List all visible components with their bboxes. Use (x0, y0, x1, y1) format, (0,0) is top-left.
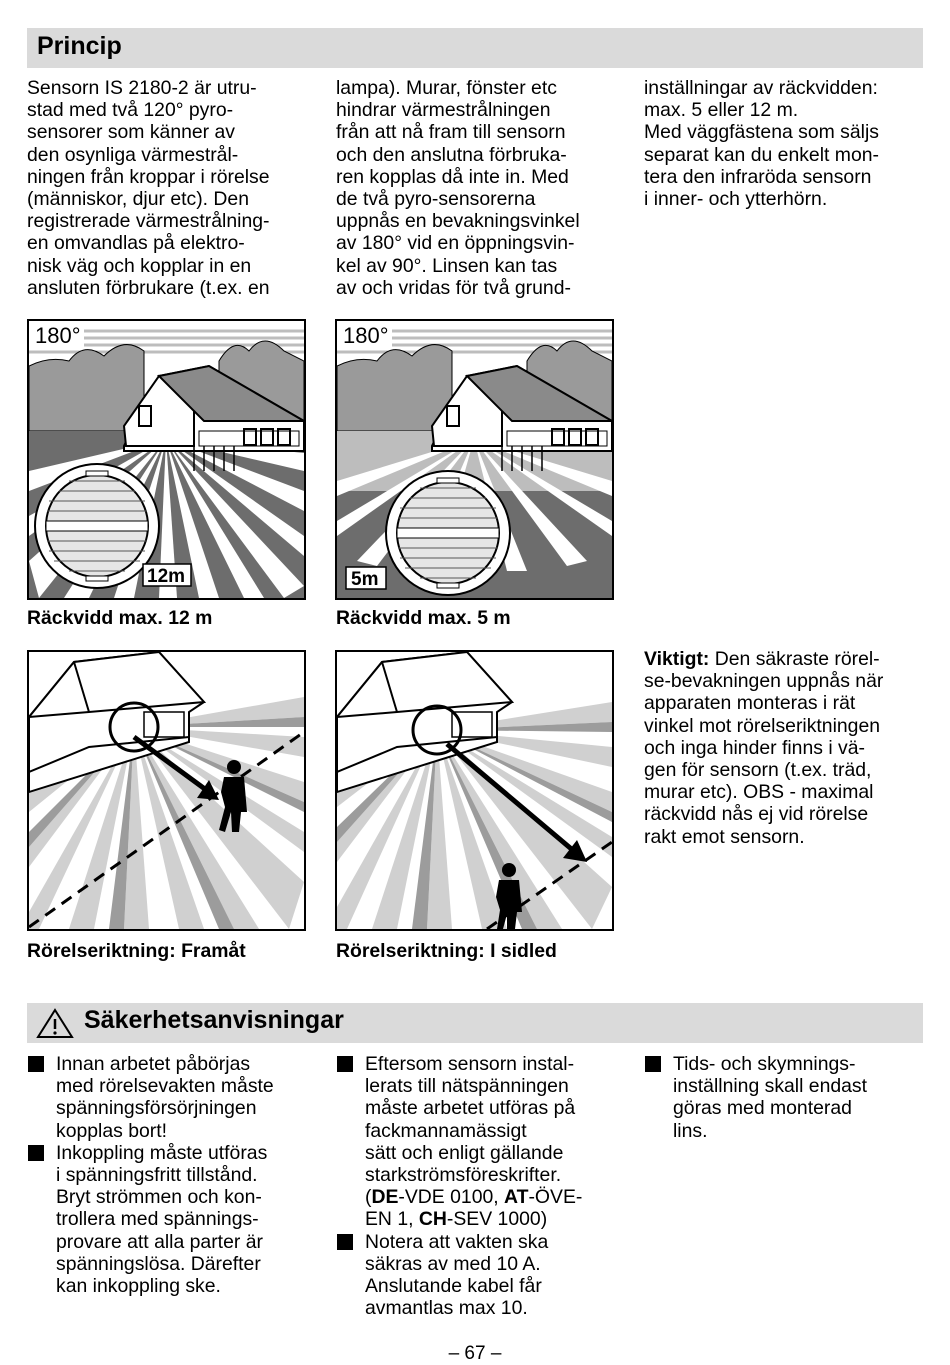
standard-de: -VDE 0100, (398, 1186, 505, 1209)
range-12m-illustration (27, 319, 306, 600)
section-title: Princip (37, 32, 122, 60)
important-note (644, 648, 929, 848)
house-sensor-12m-drawing (29, 321, 304, 598)
country-code-at: AT (504, 1186, 529, 1209)
motion-sideways-illustration (335, 650, 614, 931)
motion-forward-illustration (27, 650, 306, 931)
house-sensor-5m-drawing (337, 321, 612, 598)
list-item-text: Notera att vakten ska säkras av med 10 A. Anslutande kabel får avmantlas max 10. (365, 1230, 549, 1320)
section-title: Säkerhetsanvisningar (84, 1006, 344, 1034)
list-item (27, 1142, 317, 1297)
list-item-text: Tids- och skymnings- inställning skall endast göras med monterad lins. (673, 1053, 868, 1142)
intro-text-3: inställningar av räckvidden: max. 5 eller 12 m. Med väggfästena som säljs separat kan du enkelt mon- tera den infraröda sensorn i inner- och ytterhörn. (644, 77, 879, 211)
range-label: 5m (351, 569, 379, 590)
bullet-square-icon (28, 1145, 44, 1161)
safety-list-column-1 (27, 1053, 317, 1297)
figure-caption: Rörelseriktning: I sidled (336, 940, 557, 962)
page-number: – 67 – (448, 1343, 502, 1364)
bullet-square-icon (645, 1056, 661, 1072)
list-item (27, 1053, 317, 1142)
bullet-square-icon (337, 1056, 353, 1072)
country-code-ch: CH (418, 1208, 447, 1231)
list-item-text: Inkoppling måste utföras i spänningsfritt tillstånd. Bryt strömmen och kon- trollera med spännings- provare att alla parter är spänningslösa. Därefter kan inkoppling ske. (56, 1141, 268, 1298)
important-text: Den säkraste rörel- se-bevakningen uppnås när apparaten monteras i rät vinkel mot rörelseriktningen och inga hinder finns i vä- gen för sensorn (t.ex. träd, murar etc). OBS - maximal räckvidd nås ej vid rörelse rakt emot sensorn. (644, 648, 884, 848)
angle-label: 180° (35, 323, 81, 348)
safety-list-column-2 (336, 1053, 626, 1319)
list-item (644, 1053, 934, 1142)
list-item-text: Eftersom sensorn instal- lerats till nätspänningen måste arbetet utföras på fackmannamässigt sätt och enligt gällande starkströmsföreskrifter. ( (365, 1053, 576, 1209)
motion-forward-drawing (29, 652, 304, 929)
section-header-princip (27, 28, 923, 68)
country-code-de: DE (371, 1186, 399, 1209)
standard-at: -ÖVE- EN 1, (365, 1186, 583, 1231)
list-item (336, 1231, 626, 1320)
angle-label: 180° (343, 323, 389, 348)
motion-sideways-drawing (337, 652, 612, 929)
list-item (336, 1053, 626, 1231)
intro-column-3 (644, 77, 934, 210)
list-item-text: Innan arbetet påbörjas med rörelsevakten måste spänningsförsörjningen kopplas bort! (56, 1053, 274, 1142)
range-5m-illustration (335, 319, 614, 600)
intro-column-2 (336, 77, 626, 299)
section-header-safety (27, 1003, 923, 1043)
figure-caption: Räckvidd max. 12 m (27, 607, 213, 629)
figure-caption: Räckvidd max. 5 m (336, 607, 511, 629)
important-label: Viktigt: (644, 648, 710, 670)
bullet-square-icon (337, 1234, 353, 1250)
intro-column-1 (27, 77, 317, 299)
bullet-square-icon (28, 1056, 44, 1072)
figure-caption: Rörelseriktning: Framåt (27, 940, 246, 962)
standard-ch: -SEV 1000) (446, 1208, 548, 1231)
safety-list-column-3 (644, 1053, 934, 1142)
intro-text-2: lampa). Murar, fönster etc hindrar värmestrålningen från att nå fram till sensorn och den anslutna förbruka- ren kopplas då inte in. Med de två pyro-sensorerna uppnås en bevakningsvinkel av 180° vid en öppningsvin- kel av 90°. Linsen kan tas av och vridas för två grund- (336, 77, 580, 299)
warning-triangle-icon (36, 1007, 74, 1039)
intro-text-1: Sensorn IS 2180-2 är utru- stad med två 120° pyro- sensorer som känner av den osynliga värmestrål- ningen från kroppar i rörelse (människor, djur etc). Den registrerade värmestrålning- en omvandlas på elektro- nisk väg och kopplar in en ansluten förbrukare (t.ex. en (27, 77, 270, 299)
range-label: 12m (147, 566, 186, 587)
